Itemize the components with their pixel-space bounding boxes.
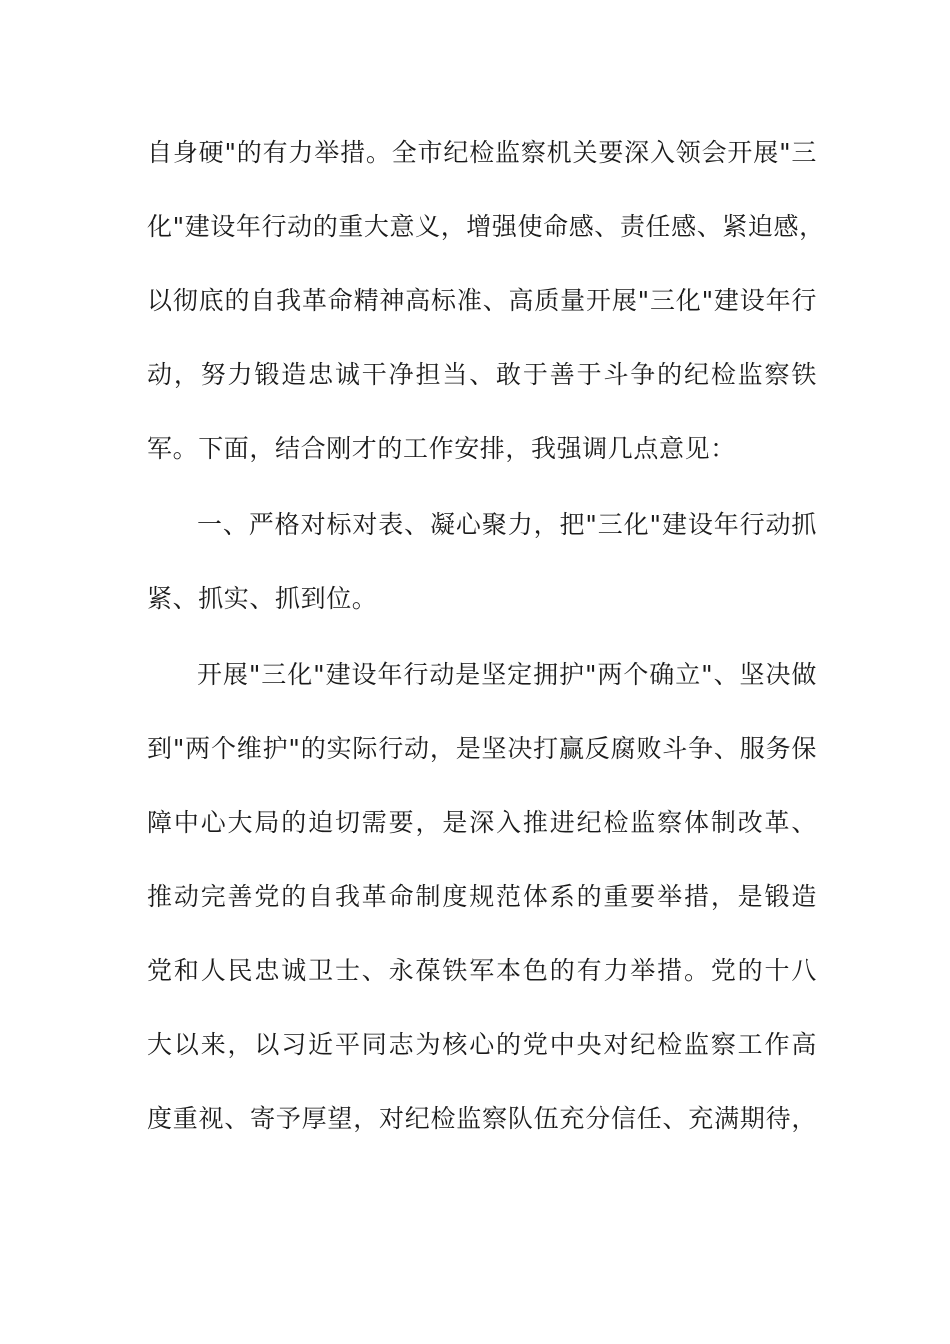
- text-line: 到"两个维护"的实际行动，是坚决打赢反腐败斗争、服务保: [147, 734, 817, 763]
- text-line: 自身硬"的有力举措。全市纪检监察机关要深入领会开展"三: [147, 138, 817, 167]
- text-line: 动，努力锻造忠诚干净担当、敢于善于斗争的纪检监察铁: [147, 360, 817, 389]
- text-line: 开展"三化"建设年行动是坚定拥护"两个确立"、坚决做: [197, 660, 817, 689]
- text-line: 大以来，以习近平同志为核心的党中央对纪检监察工作高: [147, 1030, 817, 1059]
- text-line: 化"建设年行动的重大意义，增强使命感、责任感、紧迫感，: [147, 212, 825, 241]
- text-line: 推动完善党的自我革命制度规范体系的重要举措，是锻造: [147, 882, 817, 911]
- text-line: 障中心大局的迫切需要，是深入推进纪检监察体制改革、: [147, 808, 817, 837]
- section-heading-line: 紧、抓实、抓到位。: [147, 584, 378, 613]
- section-heading-line: 一、严格对标对表、凝心聚力，把"三化"建设年行动抓: [197, 510, 817, 539]
- text-line: 军。下面，结合刚才的工作安排，我强调几点意见：: [147, 434, 736, 463]
- text-line: 度重视、寄予厚望，对纪检监察队伍充分信任、充满期待，: [147, 1104, 817, 1133]
- text-line: 以彻底的自我革命精神高标准、高质量开展"三化"建设年行: [147, 286, 817, 315]
- text-line: 党和人民忠诚卫士、永葆铁军本色的有力举措。党的十八: [147, 956, 817, 985]
